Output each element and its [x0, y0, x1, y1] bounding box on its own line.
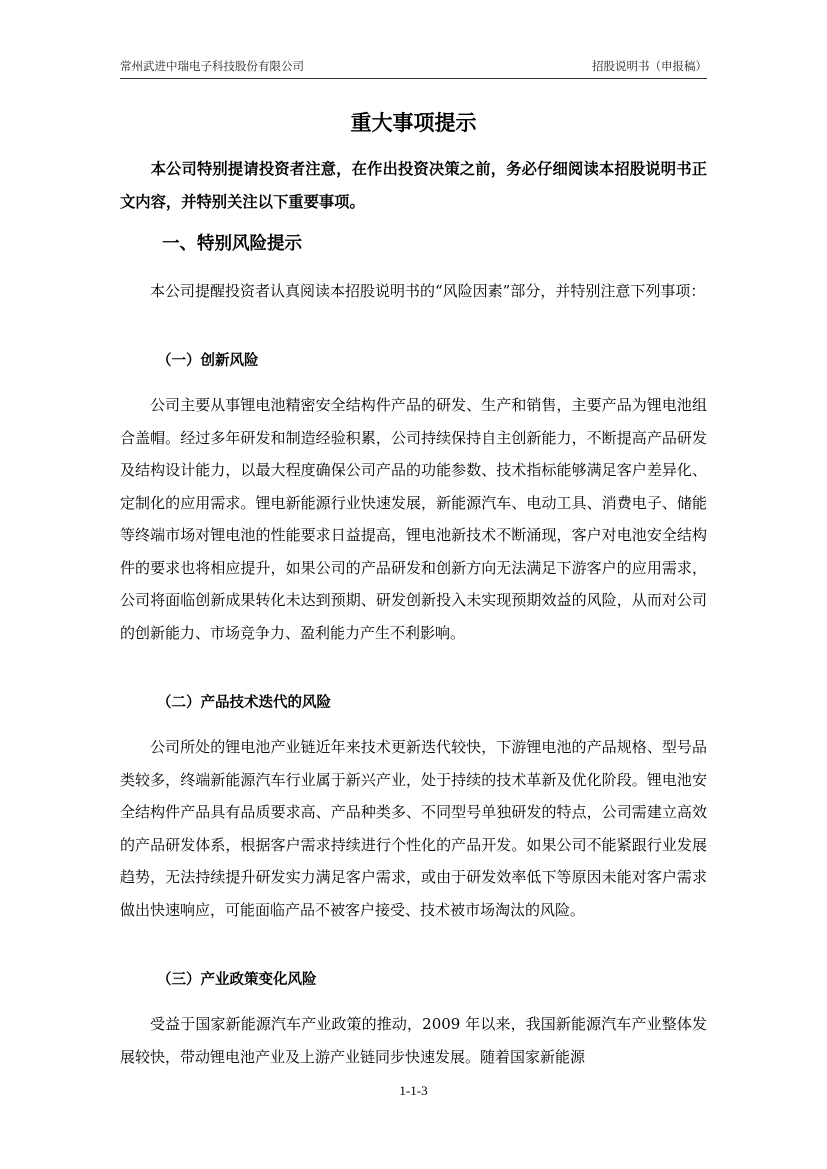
risk-heading-innovation: （一）创新风险 [157, 353, 259, 369]
header-doc-type: 招股说明书（申报稿） [592, 59, 707, 73]
header-company: 常州武进中瑞电子科技股份有限公司 [120, 59, 304, 73]
intro-paragraph: 本公司特别提请投资者注意，在作出投资决策之前，务必仔细阅读本招股说明书正文内容，并特别关注以下重要事项。 [120, 160, 707, 211]
risk-heading-tech-iteration: （二）产品技术迭代的风险 [157, 695, 331, 711]
page-number: 1-1-3 [399, 1083, 428, 1098]
section-intro-paragraph: 本公司提醒投资者认真阅读本招股说明书的“风险因素”部分，并特别注意下列事项： [150, 282, 706, 300]
page-header [120, 58, 707, 78]
risk-paragraph-innovation: 公司主要从事锂电池精密安全结构件产品的研发、生产和销售，主要产品为锂电池组合盖帽。经过多年研发和制造经验积累，公司持续保持自主创新能力，不断提高产品研发及结构设计能力，以最大程度确保公司产品的功能参数、技术指标能够满足客户差异化、定制化的应用需求。锂电新能源行业快速发展，新能源汽车、电动工具、消费电子、储能等终端市场对锂电池的性能要求日益提高，锂电池新技术不断涌现，客户对电池安全结构件的要求也将相应提升，如果公司的产品研发和创新方向无法满足下游客户的应用需求，公司将面临创新成果转化未达到预期、研发创新投入未实现预期效益的风险，从而对公司的创新能力、市场竞争力、盈利能力产生不利影响。 [120, 396, 707, 642]
section-heading-special-risk: 一、特别风险提示 [162, 234, 302, 254]
risk-paragraph-tech-iteration: 公司所处的锂电池产业链近年来技术更新迭代较快，下游锂电池的产品规格、型号品类较多，终端新能源汽车行业属于新兴产业，处于持续的技术革新及优化阶段。锂电池安全结构件产品具有品质要求高、产品种类多、不同型号单独研发的特点，公司需建立高效的产品研发体系，根据客户需求持续进行个性化的产品开发。如果公司不能紧跟行业发展趋势，无法持续提升研发实力满足客户需求，或由于研发效率低下等原因未能对客户需求做出快速响应，可能面临产品不被客户接受、技术被市场淘汰的风险。 [120, 738, 707, 919]
page-title: 重大事项提示 [350, 111, 477, 135]
risk-heading-policy-change: （三）产业政策变化风险 [157, 972, 317, 988]
header-divider [120, 78, 707, 79]
risk-paragraph-policy-change: 受益于国家新能源汽车产业政策的推动，2009 年以来，我国新能源汽车产业整体发展较快，带动锂电池产业及上游产业链同步快速发展。随着国家新能源 [120, 1015, 707, 1066]
